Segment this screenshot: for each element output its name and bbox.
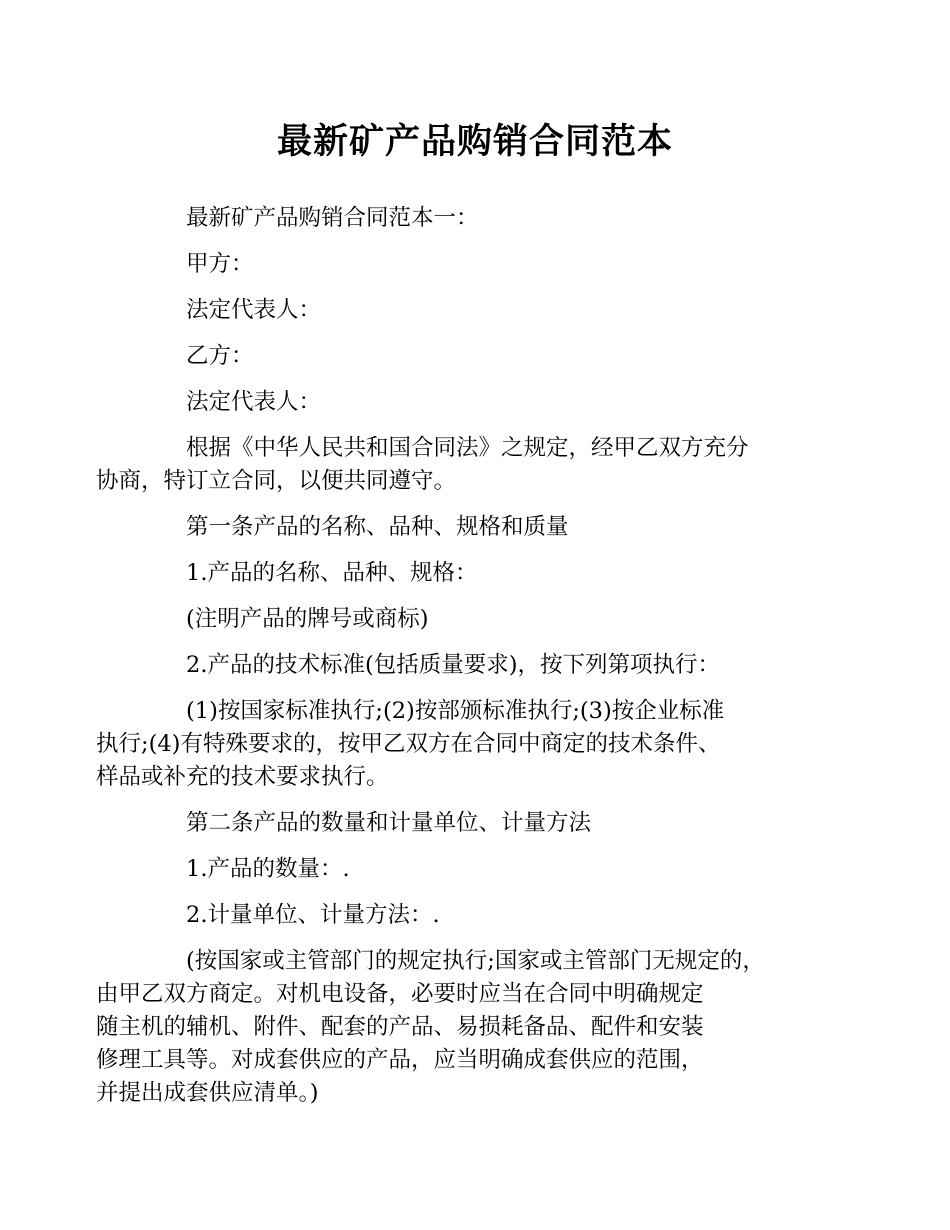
paragraph-line: 2.计量单位、计量方法：. xyxy=(186,902,440,928)
paragraph-brand-note xyxy=(141,603,831,636)
article-2-heading xyxy=(141,807,831,840)
paragraph-line: 修理工具等。对成套供应的产品，应当明确成套供应的范围， xyxy=(96,1047,704,1073)
paragraph-line: 执行;(4)有特殊要求的，按甲乙双方在合同中商定的技术条件、 xyxy=(96,731,721,757)
paragraph-line: (按国家或主管部门的规定执行;国家或主管部门无规定的， xyxy=(186,948,765,974)
paragraph-measurement xyxy=(141,899,831,932)
paragraph-line: 样品或补充的技术要求执行。 xyxy=(96,764,389,790)
paragraph-line: 甲方： xyxy=(186,251,254,277)
paragraph-line: 随主机的辅机、附件、配套的产品、易损耗备品、配件和安装 xyxy=(96,1014,704,1040)
document-body xyxy=(96,202,831,1123)
paragraph-technical-standard xyxy=(141,649,831,682)
paragraph-line: 协商，特订立合同，以便共同遵守。 xyxy=(96,468,457,494)
paragraph-line: 1.产品的名称、品种、规格： xyxy=(186,560,478,586)
paragraph-party-a xyxy=(141,248,831,281)
paragraph-line: (注明产品的牌号或商标) xyxy=(186,606,429,632)
paragraph-line: 法定代表人： xyxy=(186,389,322,415)
paragraph-line: 并提出成套供应清单。) xyxy=(96,1080,319,1106)
article-1-heading xyxy=(141,511,831,544)
paragraph-line: 第二条产品的数量和计量单位、计量方法 xyxy=(186,810,592,836)
paragraph-line: 由甲乙双方商定。对机电设备，必要时应当在合同中明确规定 xyxy=(96,981,704,1007)
paragraph-line: 2.产品的技术标准(包括质量要求)，按下列第项执行： xyxy=(186,652,721,678)
paragraph-intro xyxy=(141,202,831,235)
paragraph-line: 最新矿产品购销合同范本一： xyxy=(186,205,479,231)
paragraph-party-a-representative xyxy=(141,294,831,327)
paragraph-line: 乙方： xyxy=(186,343,254,369)
document-title: 最新矿产品购销合同范本 xyxy=(276,122,673,162)
paragraph-standard-options xyxy=(96,695,831,794)
paragraph-line: 法定代表人： xyxy=(186,297,322,323)
paragraph-line: (1)按国家标准执行;(2)按部颁标准执行;(3)按企业标准 xyxy=(186,698,725,724)
paragraph-party-b xyxy=(141,340,831,373)
paragraph-measurement-note xyxy=(96,945,831,1110)
paragraph-product-name xyxy=(141,557,831,590)
paragraph-line: 第一条产品的名称、品种、规格和质量 xyxy=(186,514,569,540)
paragraph-party-b-representative xyxy=(141,386,831,419)
paragraph-quantity xyxy=(141,853,831,886)
paragraph-line: 1.产品的数量：. xyxy=(186,856,350,882)
paragraph-line: 根据《中华人民共和国合同法》之规定，经甲乙双方充分 xyxy=(186,435,749,461)
paragraph-legal-basis xyxy=(96,432,831,498)
